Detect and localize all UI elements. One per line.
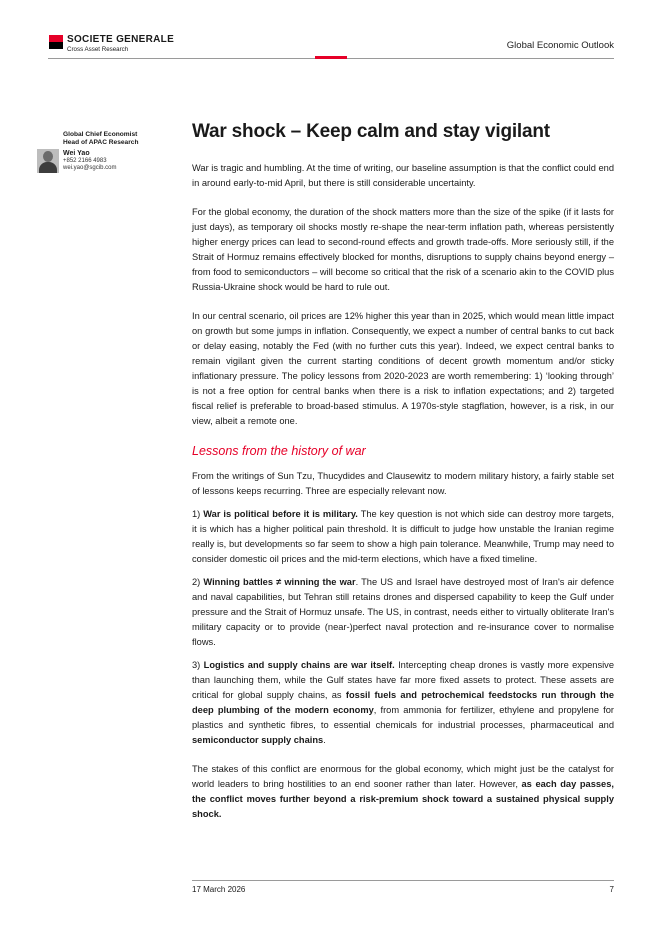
conclusion-text: The stakes of this conflict are enormous for the global economy, which might just be the catalyst for world leaders to bring hostilities to an end sooner rather than later. However, [192, 764, 614, 789]
author-block [63, 131, 173, 173]
author-phone: +852 2166 4983 [63, 158, 107, 164]
footer-date: 17 March 2026 [192, 885, 246, 894]
emphasis-text: semiconductor supply chains [192, 735, 324, 745]
article-title: War shock – Keep calm and stay vigilant [192, 121, 550, 142]
lesson-item [192, 658, 614, 748]
page-number: 7 [609, 885, 614, 894]
brand-name: SOCIETE GENERALE [67, 34, 175, 45]
lesson-text: . [323, 735, 326, 745]
lesson-item [192, 507, 614, 567]
header-accent-bar [315, 56, 347, 59]
publication-title: Global Economic Outlook [506, 40, 614, 51]
lesson-heading: Logistics and supply chains are war itself. [203, 660, 395, 670]
company-logo [49, 35, 174, 54]
author-role-2: Head of APAC Research [63, 139, 139, 146]
lesson-text: The key question is not which side can destroy more targets, it is which has a higher political pain threshold. It is difficult to judge how unstable the Iranian regime really is, but developments so far seem to show a high pain tolerance. Meanwhile, Trump may need to consider domestic oil prices and the mid-term elections, which have a fixed timeline. [192, 509, 615, 564]
emphasis-text: fossil fuels and petrochemical feedstocks run through the deep plumbing of the modern economy [192, 690, 614, 715]
lesson-heading: Winning battles ≠ winning the war [203, 577, 356, 587]
division-name: Cross Asset Research [67, 46, 129, 53]
author-avatar [37, 149, 59, 173]
lesson-number: 1) [192, 509, 201, 519]
lesson-number: 2) [192, 577, 201, 587]
paragraph: For the global economy, the duration of the shock matters more than the size of the spike (if it lasts for just days), as temporary oil shocks mostly re-shape the near-term inflation path, whereas persistently higher energy prices can lead to second-round effects and growth trade-offs. More seriously still, if the Strait of Hormuz remains effectively blocked for months, disruptions to supply chains beyond energy – from food to semiconductors – will become so critical that the risk of a scenario akin to the COVID plus Russia-Ukraine shock would be hard to rule out. [192, 207, 614, 292]
article-body [192, 120, 614, 836]
author-email[interactable]: wei.yao@sgcib.com [63, 165, 117, 171]
section-heading: Lessons from the history of war [192, 444, 366, 458]
lesson-item [192, 575, 614, 650]
logo-mark-icon [49, 35, 63, 49]
paragraph: War is tragic and humbling. At the time of writing, our baseline assumption is that the conflict could end in around early-to-mid April, but there is still considerable uncertainty. [192, 163, 614, 188]
lesson-number: 3) [192, 660, 201, 670]
paragraph: In our central scenario, oil prices are 12% higher this year than in 2025, which would mean little impact on growth but some jumps in inflation. Consequently, we expect a number of central banks to cut back or delay easing, notably the Fed (with no further cuts this year). Indeed, we expect central banks to remain vigilant given the current starting conditions of decent growth momentum and/or sticky inflationary pressure. The policy lessons from 2020-2023 are worth remembering: 1) ‘looking through’ is not a free option for central banks when there is a risk to inflation expectations; and 2) targeted fiscal relief is preferable to broad-based stimulus. A 1970s-style stagflation, however, is a risk, in our view, albeit a remote one. [192, 311, 614, 426]
lesson-text: Intercepting cheap drones is vastly more expensive than launching them, while the Gulf states have far more fixed assets to protect. These assets are critical for global supply chains, as [192, 660, 615, 700]
lesson-text: , from ammonia for fertilizer, ethylene and propylene for plastics and synthetic fibres, to essential chemicals for industrial processes, pharmaceutical and [192, 705, 614, 730]
lesson-text: . The US and Israel have destroyed most of Iran's air defence and naval capabilities, but Tehran still retains drones and dispersed capability to keep the Gulf under pressure and the Strait of Hormuz unsafe. The US, in contrast, needs either to virtually obliterate Iran's military capacity or to provide (near-)perfect naval protection and re-insurance cover to normalise flows. [192, 577, 614, 647]
author-role-1: Global Chief Economist [63, 131, 138, 138]
lesson-heading: War is political before it is military. [203, 509, 358, 519]
author-name: Wei Yao [63, 150, 90, 157]
emphasis-text: as each day passes, the conflict moves further beyond a risk-premium shock toward a sustained physical supply shock. [192, 779, 614, 819]
conclusion-paragraph [192, 762, 614, 822]
footer-divider [192, 880, 614, 881]
paragraph: From the writings of Sun Tzu, Thucydides and Clausewitz to modern military history, a fairly stable set of lessons keeps recurring. Three are especially relevant now. [192, 471, 614, 496]
